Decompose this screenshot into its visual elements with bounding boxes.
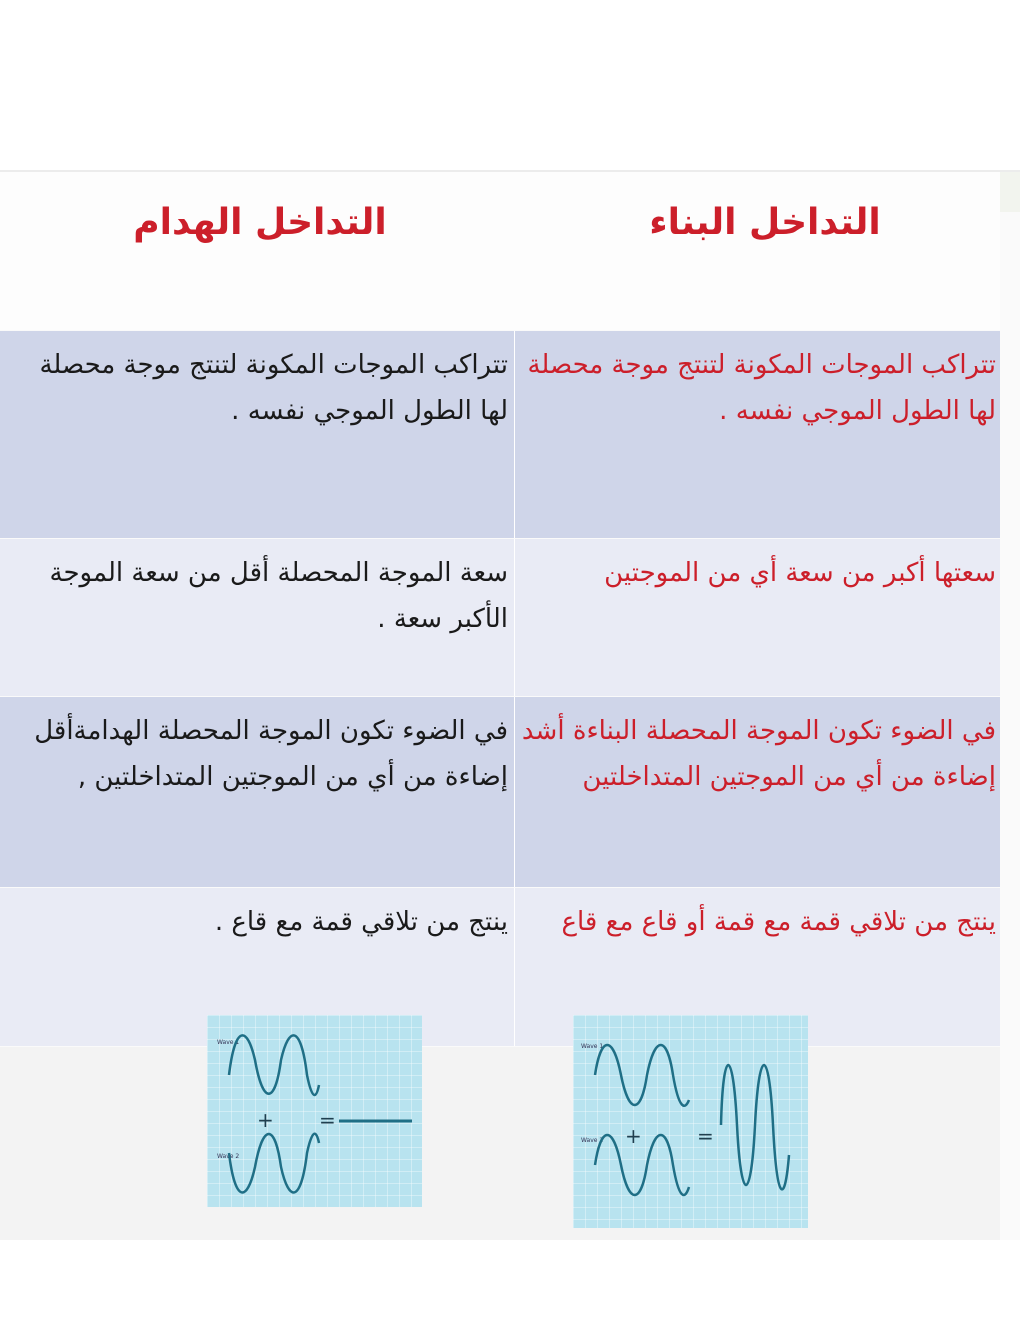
constructive-cell: في الضوء تكون الموجة المحصلة البناءة أشد إضاءة من أي من الموجتين المتداخلتين: [521, 716, 996, 792]
table-header-row: [0, 172, 1000, 330]
column-divider: [514, 331, 515, 538]
constructive-cell: تتراكب الموجات المكونة لتنتج موجة محصلة لها الطول الموجي نفسه .: [527, 350, 996, 426]
slide-bottom-area: [0, 1047, 1000, 1240]
wave2-curve: [229, 1134, 319, 1193]
destructive-cell: سعة الموجة المحصلة أقل من سعة الموجة الأكبر سعة .: [49, 558, 508, 634]
table-row: [0, 539, 1000, 696]
constructive-waves-svg: [573, 1015, 808, 1228]
slide-edge-decoration: [1000, 172, 1020, 212]
constructive-cell: ينتج من تلاقي قمة مع قمة أو قاع مع قاع: [561, 907, 996, 937]
resultant-amplified-wave: [721, 1065, 789, 1189]
destructive-cell: تتراكب الموجات المكونة لتنتج موجة محصلة لها الطول الموجي نفسه .: [39, 350, 508, 426]
constructive-cell: سعتها أكبر من سعة أي من الموجتين: [604, 558, 996, 588]
plus-sign: +: [625, 1124, 642, 1148]
destructive-cell: في الضوء تكون الموجة المحصلة الهدامةأقل إضاءة من أي من الموجتين المتداخلتين ,: [34, 716, 508, 792]
table-row: [0, 888, 1000, 1046]
destructive-waves-svg: [207, 1015, 422, 1207]
wave1-curve: [229, 1035, 319, 1095]
equals-sign: =: [319, 1108, 336, 1132]
column-divider: [514, 697, 515, 887]
destructive-interference-title: التداخل الهدام: [133, 201, 387, 243]
wave1-curve: [595, 1045, 689, 1106]
equals-sign: =: [697, 1124, 714, 1148]
wave2-curve: [595, 1135, 689, 1195]
plus-sign: +: [257, 1108, 274, 1132]
wave2-label: Wave 2: [217, 1153, 240, 1160]
wave1-label: Wave 1: [581, 1043, 604, 1050]
constructive-interference-title: التداخل البناء: [649, 201, 881, 243]
column-divider: [514, 888, 515, 1046]
constructive-interference-diagram: [573, 1015, 808, 1228]
destructive-interference-diagram: [207, 1015, 422, 1207]
wave1-label: Wave 1: [217, 1039, 240, 1046]
table-row: [0, 697, 1000, 887]
column-divider: [514, 539, 515, 696]
wave2-label: Wave 2: [581, 1137, 604, 1144]
table-row: [0, 331, 1000, 538]
destructive-cell: ينتج من تلاقي قمة مع قاع .: [214, 907, 508, 937]
